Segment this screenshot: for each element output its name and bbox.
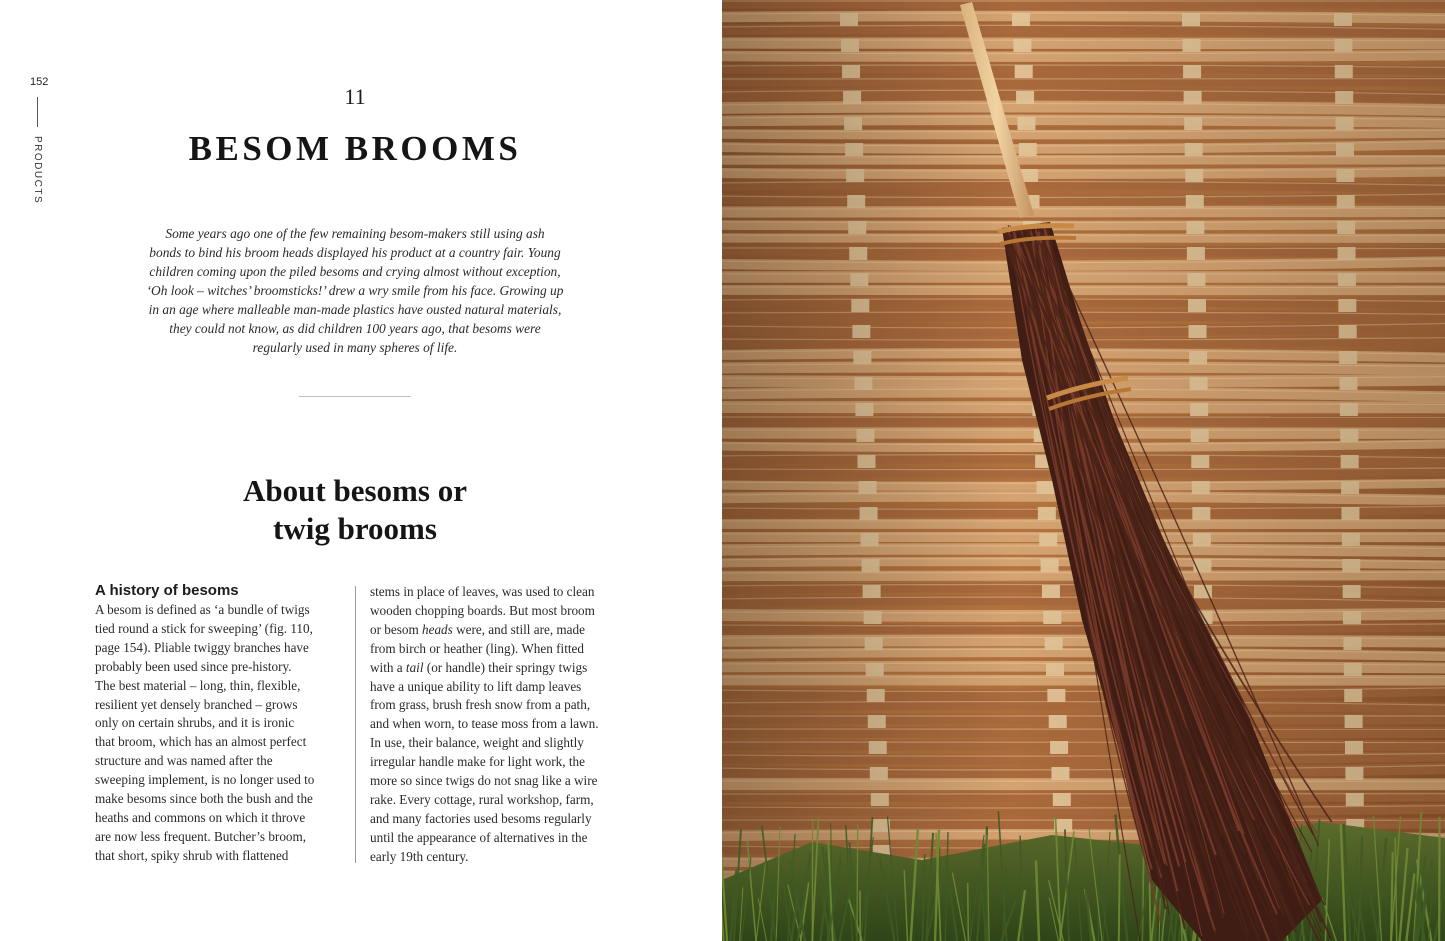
intro-line: bonds to bind his broom heads displayed his product at a country fair. Young	[149, 245, 561, 260]
section-title-line: twig brooms	[273, 511, 437, 546]
italic-term: tail	[405, 659, 424, 675]
body-column-left	[95, 601, 340, 866]
body-line: tied round a stick for sweeping’ (fig. 110,	[95, 620, 313, 636]
body-line: The best material – long, thin, flexible,	[95, 677, 301, 693]
column-rule	[355, 586, 356, 863]
body-text: with a	[370, 659, 406, 675]
body-line: page 154). Pliable twiggy branches have	[95, 639, 309, 655]
body-line: In use, their balance, weight and slightly	[370, 735, 584, 751]
chapter-title: BESOM BROOMS	[188, 129, 522, 168]
body-text: (or handle) their springy twigs	[423, 659, 588, 675]
besom-photo-panel	[722, 0, 1445, 941]
body-text: were, and still are, made	[452, 621, 585, 637]
body-line: rake. Every cottage, rural workshop, farm,	[370, 791, 594, 807]
besom-photo	[722, 0, 1445, 941]
body-line: irregular handle make for light work, the	[370, 754, 585, 770]
body-column-right	[370, 583, 620, 867]
intro-line: in an age where malleable man-made plastics have ousted natural materials,	[148, 302, 562, 317]
body-line: from grass, brush fresh snow from a path,	[370, 697, 591, 713]
body-line: probably been used since pre-history.	[95, 658, 292, 674]
intro-line: regularly used in many spheres of life.	[252, 340, 458, 355]
italic-term: heads	[422, 621, 453, 637]
body-line: only on certain shrubs, and it is ironic	[95, 715, 295, 731]
body-line	[370, 621, 620, 640]
body-line: from birch or heather (ling). When fitted	[370, 640, 584, 656]
grass-blade	[968, 883, 969, 941]
page-number: 152	[30, 76, 49, 88]
body-line: that short, spiky shrub with flattened	[95, 847, 289, 863]
left-page	[0, 0, 722, 941]
body-line: sweeping implement, is no longer used to	[95, 772, 315, 788]
body-line: more so since twigs do not snag like a wire	[370, 773, 598, 789]
body-line: that broom, which has an almost perfect	[95, 734, 307, 750]
intro-line: ‘Oh look – witches’ broomsticks!’ drew a wry smile from his face. Growing up	[146, 283, 564, 298]
body-line: wooden chopping boards. But most broom	[370, 602, 595, 618]
running-head: PRODUCTS	[32, 136, 43, 205]
body-line: have a unique ability to lift damp leaves	[370, 678, 582, 694]
subsection-heading: A history of besoms	[95, 582, 239, 599]
body-line	[370, 659, 620, 678]
intro-line: children coming upon the piled besoms and crying almost without exception,	[149, 264, 561, 279]
body-line: structure and was named after the	[95, 753, 273, 769]
body-line: until the appearance of alternatives in the	[370, 829, 588, 845]
section-title	[130, 472, 580, 548]
running-head-rule	[37, 97, 38, 127]
grass-blade	[1098, 867, 1099, 941]
body-text: or besom	[370, 621, 423, 637]
section-title-line: About besoms or	[243, 473, 467, 508]
body-line: and many factories used besoms regularly	[370, 810, 592, 826]
body-line: stems in place of leaves, was used to clean	[370, 584, 595, 599]
body-line: resilient yet densely branched – grows	[95, 696, 298, 712]
body-line: A besom is defined as ‘a bundle of twigs	[95, 602, 310, 617]
body-line: early 19th century.	[370, 848, 469, 864]
section-divider	[299, 396, 411, 397]
body-line: are now less frequent. Butcher’s broom,	[95, 828, 307, 844]
body-line: make besoms since both the bush and the	[95, 791, 313, 807]
intro-paragraph	[135, 224, 575, 357]
intro-line: Some years ago one of the few remaining besom-makers still using ash	[165, 226, 545, 241]
body-line: heaths and commons on which it throve	[95, 809, 306, 825]
intro-line: they could not know, as did children 100 years ago, that besoms were	[169, 321, 541, 336]
body-line: and when worn, to tease moss from a lawn.	[370, 716, 599, 732]
chapter-number: 11	[344, 84, 366, 109]
grass-blade	[1119, 854, 1120, 941]
